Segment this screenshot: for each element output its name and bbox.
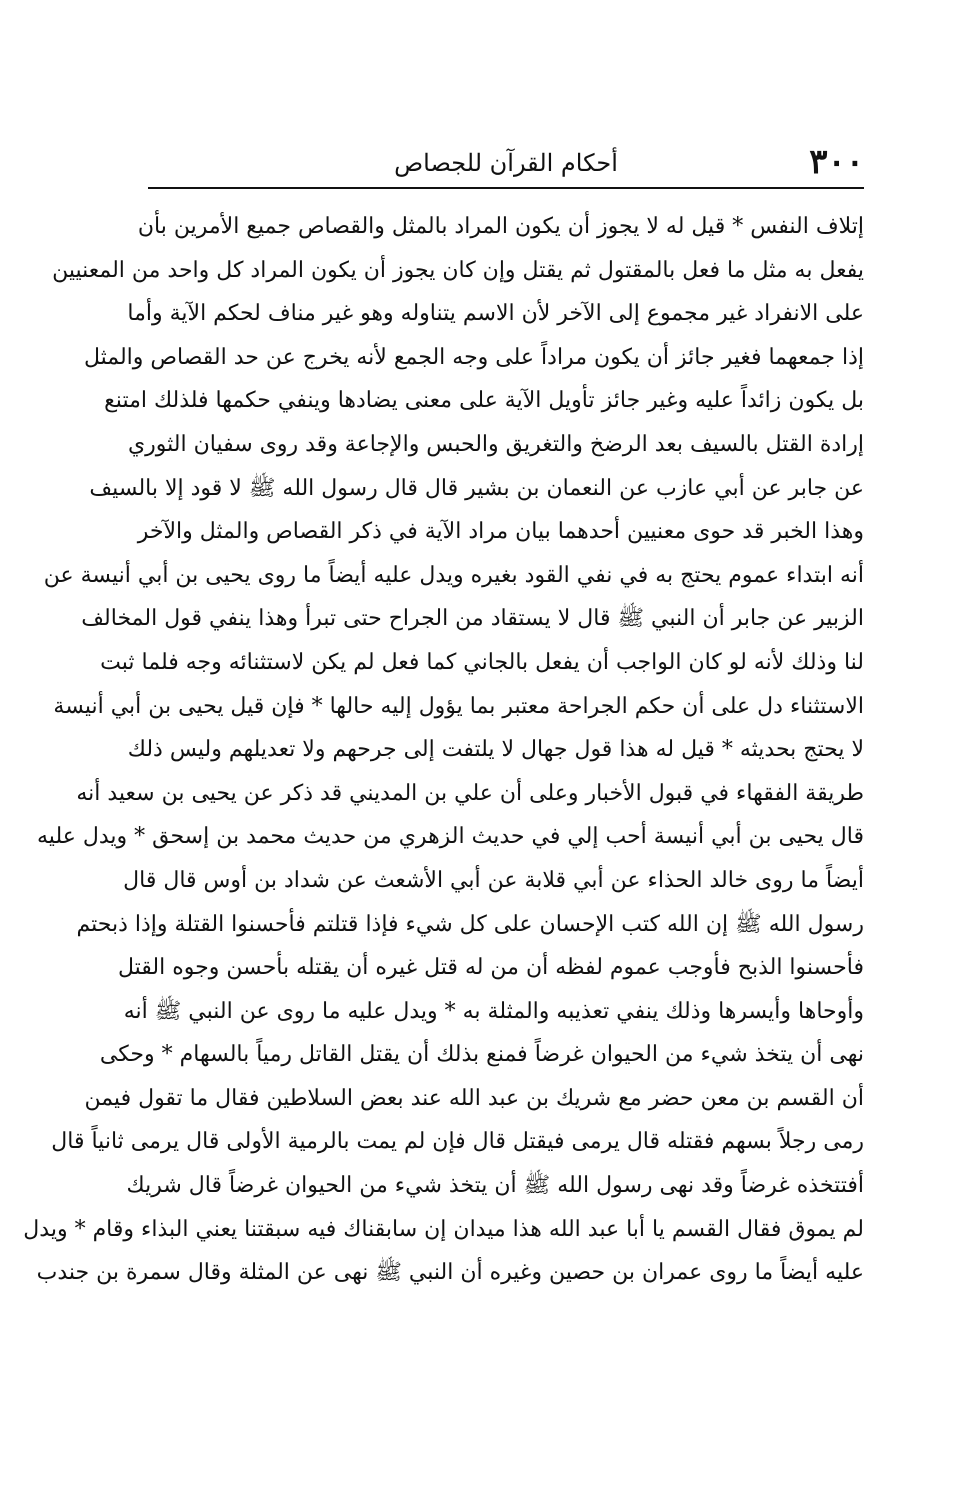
text-line: وهذا الخبر قد حوى معنيين أحدهما بيان مراد الآية في ذكر القصاص والمثل والآخر: [137, 519, 864, 545]
text-line: رسول الله ﷺ إن الله كتب الإحسان على كل شيء فإذا قتلتم فأحسنوا القتلة وإذا ذبحتم: [76, 911, 864, 937]
text-line: إرادة القتل بالسيف بعد الرضخ والتغريق والحبس والإجاعة وقد روى سفيان الثوري: [127, 431, 864, 457]
text-line: قال يحيى بن أبي أنيسة أحب إلي في حديث الزهري من حديث محمد بن إسحق * ويدل عليه: [37, 824, 864, 850]
text-line: أيضاً ما روى خالد الحذاء عن أبي قلابة عن أبي الأشعث عن شداد بن أوس قال قال: [123, 867, 864, 893]
page-header: [148, 140, 864, 186]
text-line: أنه ابتداء عموم يحتج به في نفي القود بغيره ويدل عليه أيضاً ما روى يحيى بن أبي أنيسة عن: [43, 562, 864, 588]
text-line: أفتتخذه غرضاً وقد نهى رسول الله ﷺ أن يتخذ شيء من الحيوان غرضاً قال شريك: [126, 1173, 864, 1199]
text-line: رمى رجلاً بسهم فقتله قال يرمى فيقتل قال فإن لم يمت بالرمية الأولى قال يرمى ثانياً قال: [51, 1129, 864, 1155]
text-line: بل يكون زائداً عليه وغير جائز تأويل الآية على معنى يضادها وينفي حكمها فلذلك امتنع: [104, 388, 864, 414]
text-line: عن جابر عن أبي عازب عن النعمان بن بشير قال قال رسول الله ﷺ لا قود إلا بالسيف: [89, 475, 864, 501]
text-line: على الانفراد غير مجموع إلى الآخر لأن الاسم يتناوله وهو غير مناف لحكم الآية وأما: [127, 301, 864, 327]
text-line: طريقة الفقهاء في قبول الأخبار وعلى أن علي بن المديني قد ذكر عن يحيى بن سعيد أنه: [76, 780, 864, 806]
text-line: يفعل به مثل ما فعل بالمقتول ثم يقتل وإن كان يجوز أن يكون المراد كل واحد من المعنيين: [52, 257, 864, 283]
text-line: إتلاف النفس * قيل له لا يجوز أن يكون المراد بالمثل والقصاص جميع الأمرين بأن: [137, 214, 864, 239]
running-title: أحكام القرآن للجصاص: [394, 149, 618, 177]
text-line: وأوحاها وأيسرها وذلك ينفي تعذيبه والمثلة به * ويدل عليه ما روى عن النبي ﷺ أنه: [123, 998, 864, 1024]
text-line: أن القسم بن معن حضر مع شريك بن عبد الله عند بعض السلاطين فقال ما تقول فيمن: [84, 1085, 864, 1111]
body-text: [23, 205, 864, 1295]
page-number: ٣٠٠: [809, 142, 864, 182]
text-line: فأحسنوا الذبح فأوجب عموم لفظه أن من له قتل غيره أن يقتله بأحسن وجوه القتل: [117, 955, 864, 981]
header-divider: [148, 187, 864, 189]
text-line: نهى أن يتخذ شيء من الحيوان غرضاً فمنع بذلك أن يقتل القاتل رمياً بالسهام * وحكى: [99, 1042, 864, 1068]
text-line: لا يحتج بحديثه * قيل له هذا قول جهال لا يلتفت إلى جرحهم ولا تعديلهم وليس ذلك: [127, 737, 864, 763]
text-line: الاستثناء دل على أن حكم الجراحة معتبر بما يؤول إليه حالها * فإن قيل يحيى بن أبي أنيسة: [53, 693, 864, 719]
text-line: الزبير عن جابر أن النبي ﷺ قال لا يستقاد من الجراح حتى تبرأ وهذا ينفي قول المخالف: [81, 606, 864, 632]
text-line: عليه أيضاً ما روى عمران بن حصين وغيره أن النبي ﷺ نهى عن المثلة وقال سمرة بن جندب: [36, 1260, 864, 1286]
text-line: إذا جمعهما فغير جائز أن يكون مراداً على وجه الجمع لأنه يخرج عن حد القصاص والمثل: [83, 344, 864, 370]
text-line: لم يموق فقال القسم يا أبا عبد الله هذا ميدان إن سابقناك فيه سبقتنا يعني البذاء وقام * ويدل: [23, 1216, 864, 1242]
text-line: لنا وذلك لأنه لو كان الواجب أن يفعل بالجاني كما فعل لم يكن لاستثنائه وجه فلما ثبت: [100, 649, 864, 675]
